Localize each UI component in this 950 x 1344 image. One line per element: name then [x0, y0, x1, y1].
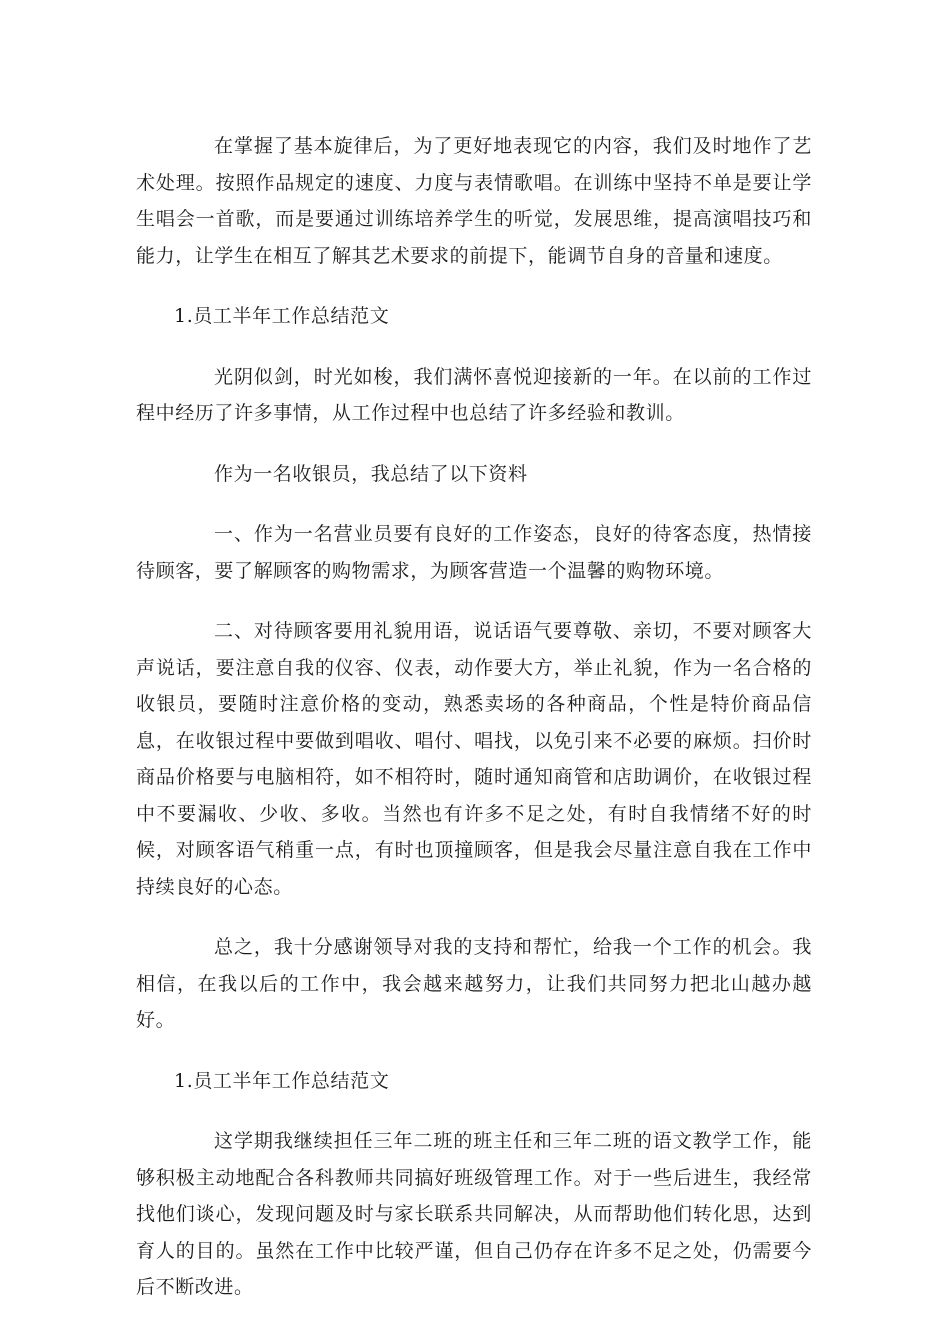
- paragraph-point-two: 二、对待顾客要用礼貌用语，说话语气要尊敬、亲切，不要对顾客大声说话，要注意自我的仪容、仪表，动作要大方，举止礼貌，作为一名合格的收银员，要随时注意价格的变动，熟悉卖场的各种商品，个性是特价商品信息，在收银过程中要做到唱收、唱付、唱找，以免引来不必要的麻烦。扫价时商品价格要与电脑相符，如不相符时，随时通知商管和店助调价，在收银过程中不要漏收、少收、多收。当然也有许多不足之处，有时自我情绪不好的时候，对顾客语气稍重一点，有时也顶撞顾客，但是我会尽量注意自我在工作中持续良好的心态。: [136, 620, 812, 898]
- paragraph-teacher: 这学期我继续担任三年二班的班主任和三年二班的语文教学工作，能够积极主动地配合各科教师共同搞好班级管理工作。对于一些后进生，我经常找他们谈心，发现问题及时与家长联系共同解决，从而帮助他们转化思，达到育人的目的。虽然在工作中比较严谨，但自己仍存在许多不足之处，仍需要今后不断改进。: [136, 1130, 812, 1298]
- section-heading: 1.员工半年工作总结范文: [174, 305, 390, 327]
- paragraph-conclusion: 总之，我十分感谢领导对我的支持和帮忙，给我一个工作的机会。我相信，在我以后的工作中，我会越来越努力，让我们共同努力把北山越办越好。: [136, 936, 812, 1031]
- paragraph-new-year: 光阴似剑，时光如梭，我们满怀喜悦迎接新的一年。在以前的工作过程中经历了许多事情，从工作过程中也总结了许多经验和教训。: [136, 365, 812, 424]
- paragraph-cashier-intro: 作为一名收银员，我总结了以下资料: [214, 462, 528, 485]
- paragraph-art-processing: 在掌握了基本旋律后，为了更好地表现它的内容，我们及时地作了艺术处理。按照作品规定的速度、力度与表情歌唱。在训练中坚持不单是要让学生唱会一首歌，而是要通过训练培养学生的听觉，发展思维，提高演唱技巧和能力，让学生在相互了解其艺术要求的前提下，能调节自身的音量和速度。: [136, 135, 812, 267]
- section-heading: 1.员工半年工作总结范文: [174, 1069, 390, 1092]
- document-body: [136, 128, 812, 1330]
- paragraph-point-one: 一、作为一名营业员要有良好的工作姿态，良好的待客态度，热情接待顾客，要了解顾客的购物需求，为顾客营造一个温馨的购物环境。: [136, 523, 812, 582]
